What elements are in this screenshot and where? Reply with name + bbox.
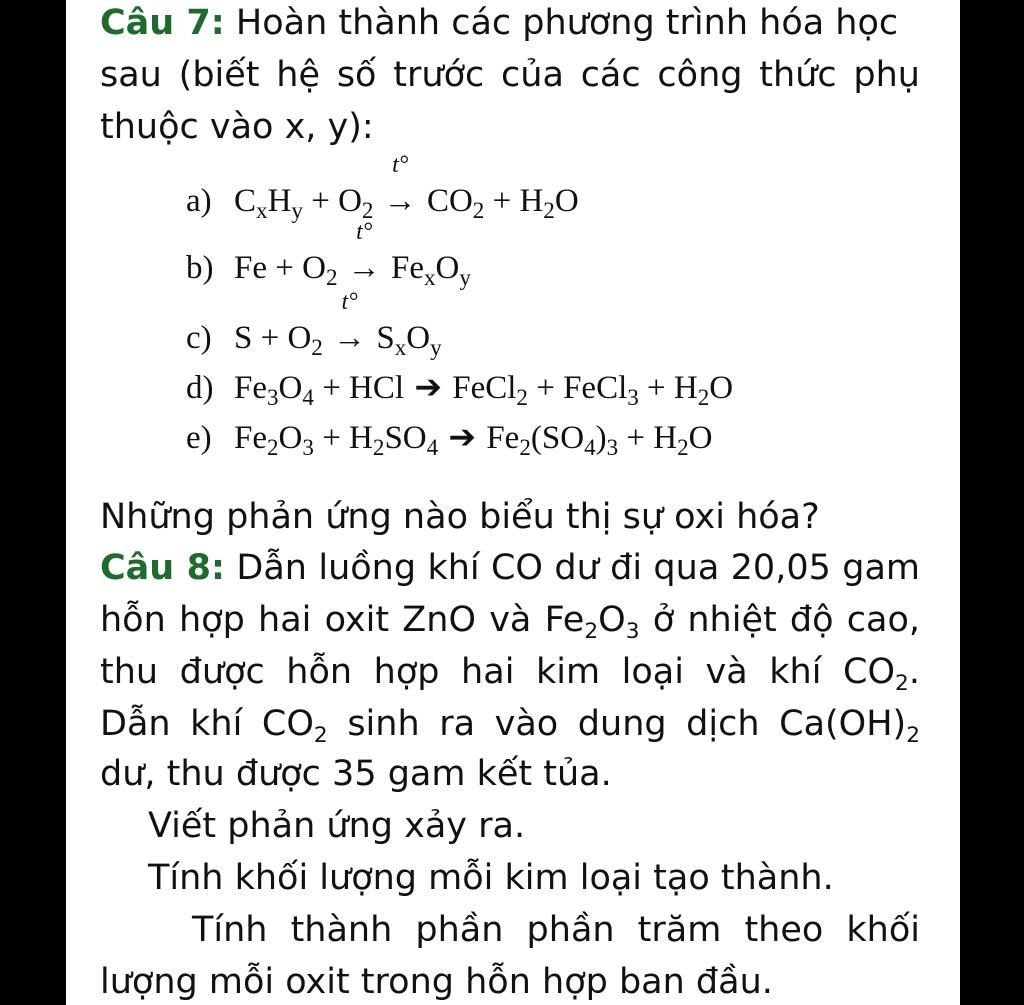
reaction-e: e) $Fe_2O_3 + H_2SO_4$ ➔ $Fe_2(SO_4)_3 + H_2O$: [186, 420, 713, 460]
document-page: [66, 0, 960, 1005]
q8-task-1: Viết phản ứng xảy ra.: [148, 806, 526, 846]
reaction-d: d) $Fe_3O_4$ + HCl ➔ FeCl$_2$ + FeCl$_3$ + $H_2O$: [186, 370, 734, 410]
reaction-a: a) $C_xH_y + O_2$ t° → $CO_2 + H_2O$: [186, 152, 579, 223]
reaction-c: c) $S + O_2$ t° → $S_xO_y$: [186, 289, 442, 360]
q7-label: Câu 7:: [100, 3, 225, 43]
reaction-b: b) $Fe + O_2$ t° → $Fe_xO_y$: [186, 219, 471, 290]
q8-task-3a: Tính thành phần phần trăm theo khối: [192, 910, 920, 950]
q8-label: Câu 8:: [100, 548, 226, 588]
q8-task-3b: lượng mỗi oxit trong hỗn hợp ban đầu.: [100, 962, 773, 1002]
q8-line-5: dư, thu được 35 gam kết tủa.: [100, 754, 612, 794]
q8-task-2: Tính khối lượng mỗi kim loại tạo thành.: [148, 858, 834, 898]
q7-line-3: thuộc vào x, y):: [100, 107, 374, 147]
q7-line-1: Câu 7: Hoàn thành các phương trình hóa học: [100, 3, 899, 43]
q8-line-4: Dẫn khí $CO_2$ sinh ra vào dung dịch $Ca(OH)_2$: [100, 704, 921, 748]
q8-line-3: thu được hỗn hợp hai kim loại và khí $CO_2$.: [100, 652, 920, 696]
q7-question: Những phản ứng nào biểu thị sự oxi hóa?: [100, 497, 820, 537]
q8-line-2: hỗn hợp hai oxit ZnO và $Fe_2O_3$ ở nhiệt độ cao,: [100, 600, 920, 644]
q8-line-1: Câu 8: Dẫn luồng khí CO dư đi qua 20,05 gam: [100, 548, 920, 588]
q7-line-2: sau (biết hệ số trước của các công thức phụ: [100, 55, 920, 95]
